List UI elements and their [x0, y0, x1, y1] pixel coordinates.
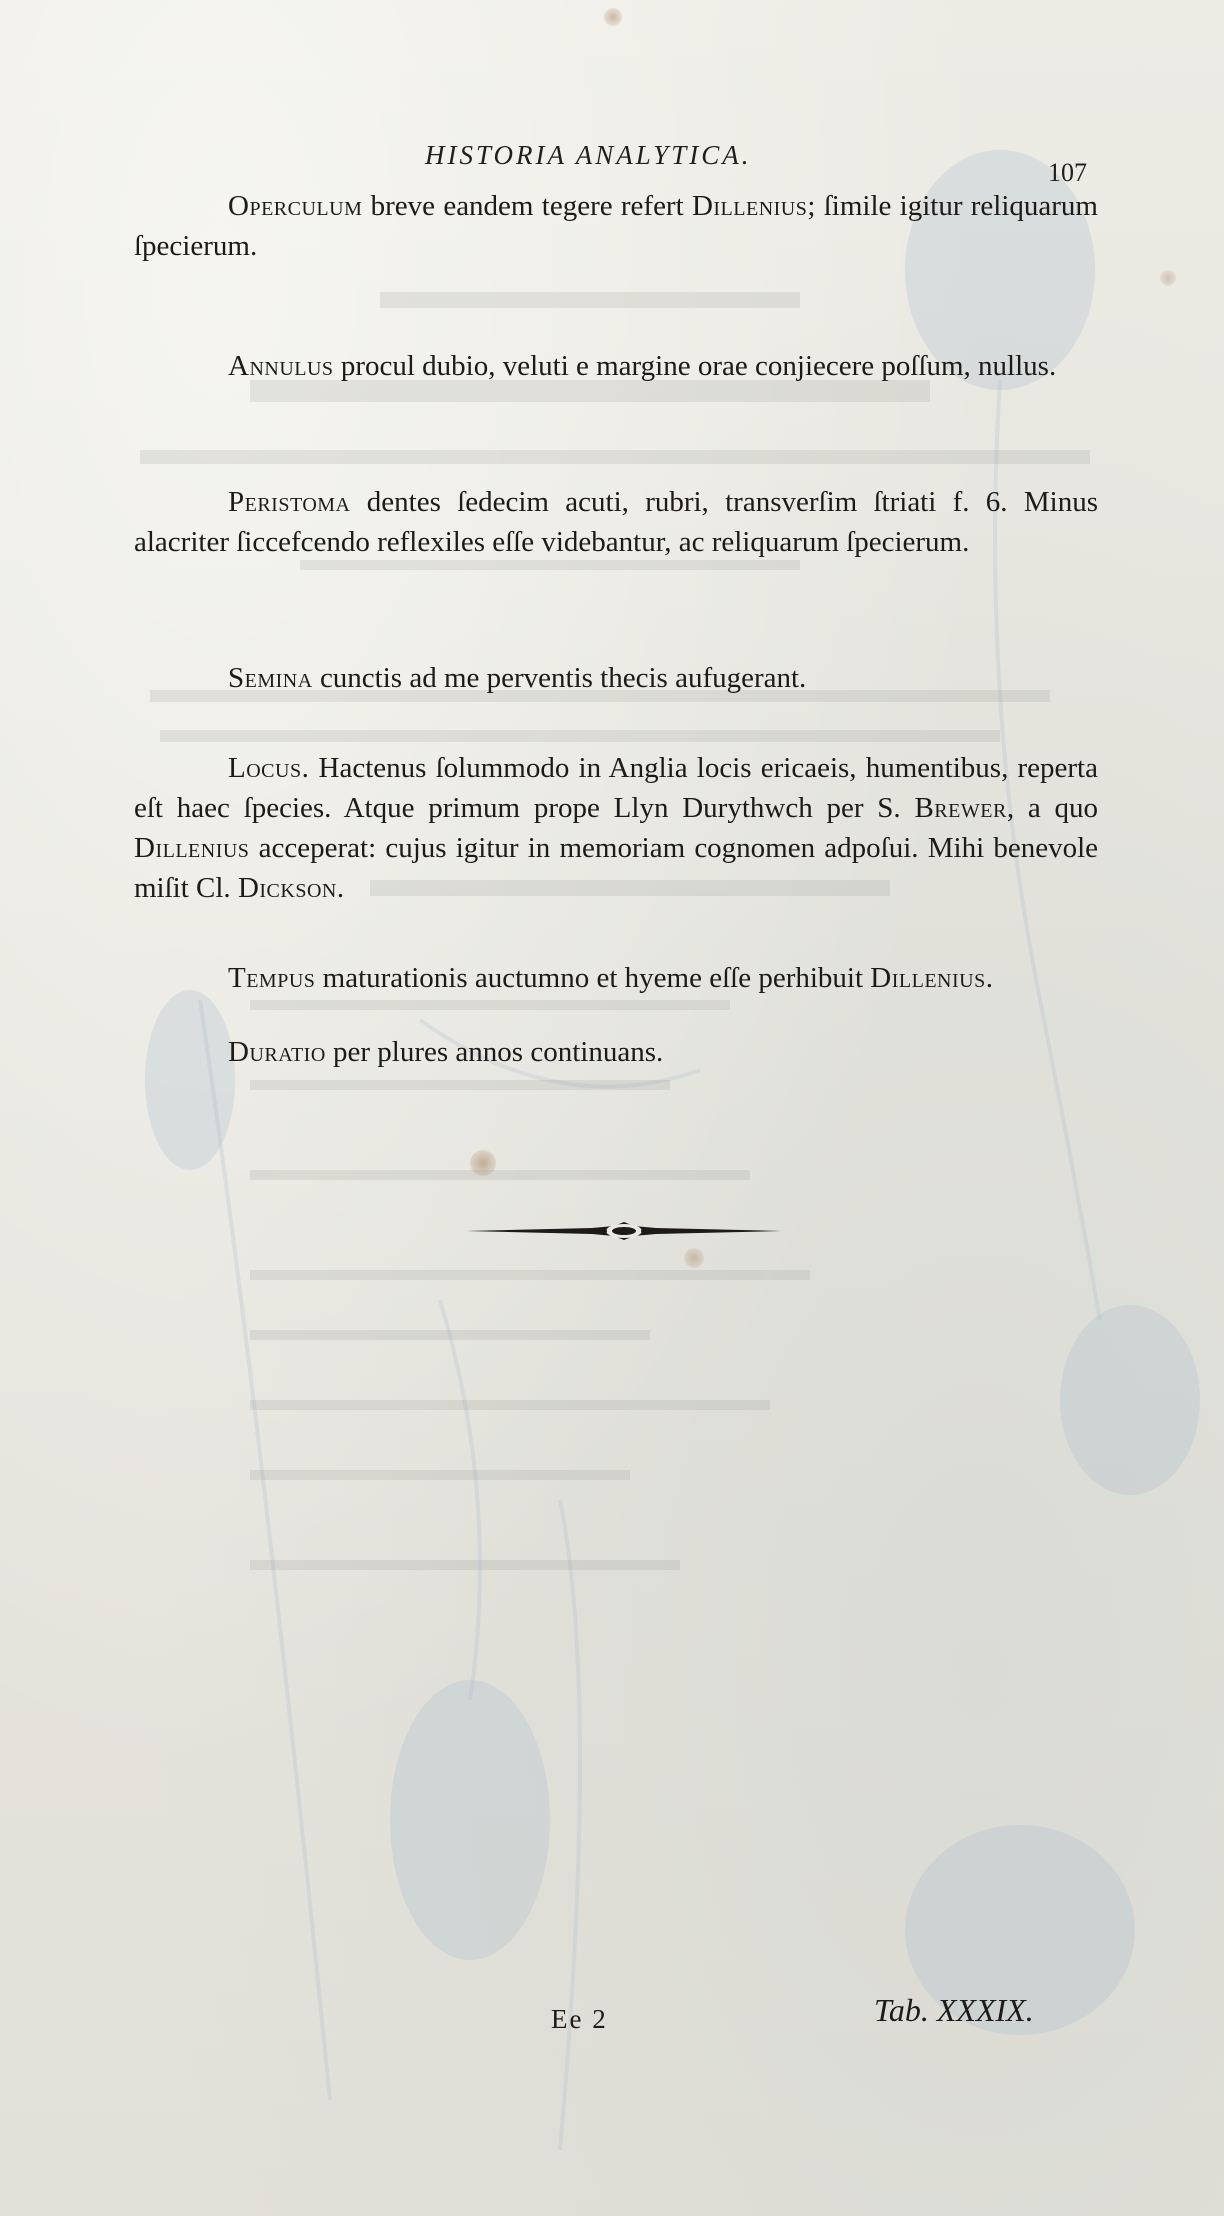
- paragraph-annulus: [134, 346, 1098, 386]
- catchword: Tab. XXXIX.: [874, 1992, 1034, 2028]
- paragraph-text: per plures annos continuans.: [325, 1036, 664, 1068]
- paper-stain: [604, 8, 622, 26]
- term-locus: Locus.: [228, 752, 310, 784]
- term-semina: Semina: [228, 662, 313, 694]
- ornament-rule: [464, 1214, 784, 1248]
- running-title: HISTORIA ANALYTICA.: [425, 140, 752, 170]
- term-operculum: Operculum: [228, 190, 363, 222]
- paragraph-text: Hactenus ſolummodo in Anglia locis ericaeis, humentibus, reperta eſt haec ſpecies. Atque primum prope Llyn Durythwch per S.: [134, 752, 1098, 824]
- author-name: Dillenius: [134, 832, 250, 864]
- paragraph-text: procul dubio, veluti e margine orae conjiecere poſſum, nullus.: [333, 350, 1057, 382]
- paragraph-text: dentes ſedecim acuti, rubri, transverſim ſtriati f. 6. Minus alacriter ſiccefcendo reflexiles eſſe videbantur, ac reliquarum ſpecierum.: [134, 486, 1098, 558]
- paper-stain: [470, 1150, 496, 1176]
- term-duratio: Duratio: [228, 1036, 326, 1068]
- paragraph-semina: [134, 658, 1098, 698]
- paragraph-text: , a quo: [1006, 792, 1098, 824]
- paragraph-duratio: [134, 1032, 1098, 1072]
- paragraph-text: cunctis ad me perventis thecis aufugerant.: [312, 662, 807, 694]
- paragraph-text: .: [336, 872, 345, 904]
- paragraph-tempus: [134, 958, 1098, 998]
- person-name-brewer: Brewer: [914, 792, 1007, 824]
- paragraph-text: .: [985, 962, 993, 994]
- paper-stain: [1160, 270, 1176, 286]
- term-tempus: Tempus: [228, 962, 316, 994]
- page-number: 107: [1048, 158, 1087, 187]
- paragraph-text: maturationis auctumno et hyeme eſſe perhibuit: [315, 962, 871, 994]
- paragraph-text: breve eandem tegere refert: [362, 190, 692, 222]
- author-name: Dillenius: [870, 962, 986, 994]
- author-name: Dillenius: [691, 190, 808, 222]
- signature-mark: Ee 2: [551, 2004, 608, 2034]
- term-annulus: Annulus: [228, 350, 334, 382]
- paragraph-locus: [134, 748, 1098, 908]
- page-header: [0, 140, 1224, 187]
- main-text: [134, 186, 1098, 1072]
- paragraph-peristoma: [134, 482, 1098, 562]
- term-peristoma: Peristoma: [228, 486, 351, 518]
- paragraph-text: ; ſimile igitur reliquarum ſpecierum.: [134, 190, 1098, 262]
- paragraph-text: acceperat: cujus igitur in memoriam cognomen adpoſui. Mihi benevole miſit Cl.: [134, 832, 1098, 904]
- person-name-dickson: Dickson: [237, 872, 337, 904]
- paragraph-operculum: [134, 186, 1098, 266]
- paper-stain: [684, 1248, 704, 1268]
